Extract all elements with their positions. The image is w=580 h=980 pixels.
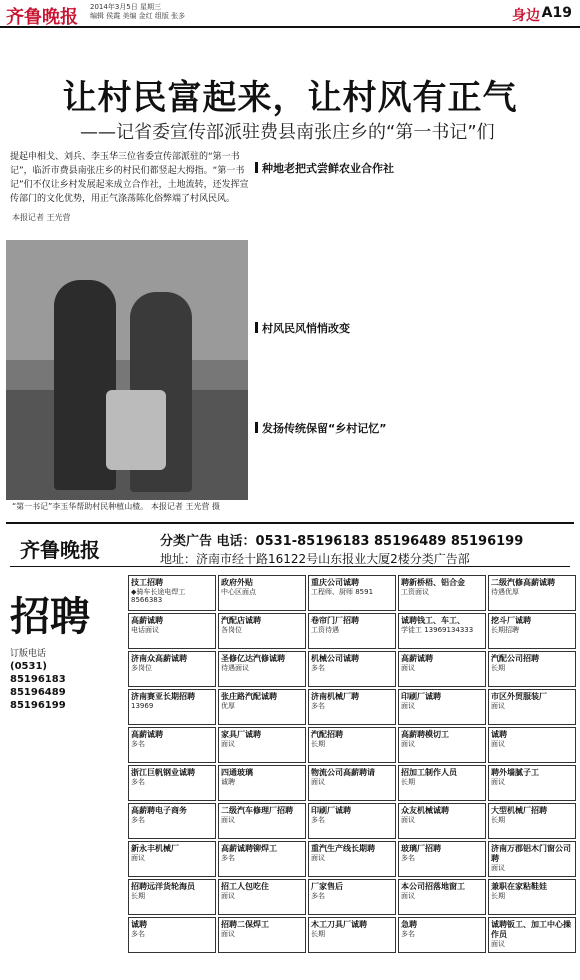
ad-cell-title: 诚聘钱工、车工、 <box>401 616 465 625</box>
ad-cell <box>128 803 216 839</box>
ad-cell <box>218 689 306 725</box>
ad-cell <box>488 727 576 763</box>
ad-cell-title: 高薪聘模切工 <box>401 730 449 739</box>
ad-cell <box>218 575 306 611</box>
ad-cell-desc: 面议 <box>131 854 145 862</box>
ad-cell-title: 浙江巨帆钢业诚聘 <box>131 768 195 777</box>
ad-cell-title: 高薪诚聘 <box>401 654 433 663</box>
ad-cell <box>308 841 396 877</box>
ad-cell-desc: 多名 <box>311 664 325 672</box>
ad-cell <box>218 765 306 801</box>
ad-cell-title: 新永丰机械厂 <box>131 844 179 853</box>
ad-cell-title: 汽配招聘 <box>311 730 343 739</box>
ads-phone: 分类广告 电话：0531-85196183 85196489 85196199 <box>160 534 524 549</box>
ad-cell-title: 聘新桥梧、铝合金 <box>401 578 465 587</box>
ad-cell-title: 高薪诚聘铆焊工 <box>221 844 277 853</box>
ad-cell <box>218 613 306 649</box>
ad-cell <box>398 841 486 877</box>
ads-left-label: 订版电话 <box>10 649 47 659</box>
ad-cell-title: 卷帘门厂招聘 <box>311 616 359 625</box>
ad-cell-title: 本公司招落地窗工 <box>401 882 465 891</box>
ad-cell-title: 政府外贴 <box>221 578 253 587</box>
ad-cell-title: 汽配公司招聘 <box>491 654 539 663</box>
ad-cell-title: 二级汽车修理厂招聘 <box>221 806 293 815</box>
ads-grid <box>8 575 574 975</box>
ad-cell <box>128 651 216 687</box>
ad-cell-desc: 工资面议 <box>401 588 429 596</box>
ad-cell-desc: 面议 <box>401 816 415 824</box>
ad-cell <box>398 727 486 763</box>
ad-cell <box>128 765 216 801</box>
page-number: A19 <box>541 5 572 21</box>
ad-cell-desc: 多名 <box>131 816 145 824</box>
ad-cell <box>128 727 216 763</box>
ad-cell-desc: 面议 <box>221 816 235 824</box>
article-lead: 提起申相戈、刘兵、李玉华三位省委宣传部派驻的“第一书记”，临沂市费县南张庄乡的村民们都竖起大拇指。“第一书记”们不仅让乡村发展起来成立合作社，土地流转，还发挥宣传部门的文化优势，用正气涤荡陈化俗弊端了村风民风。 <box>10 152 249 204</box>
ad-cell-desc: 电话面议 <box>131 626 159 634</box>
ad-cell <box>308 879 396 915</box>
ad-cell-desc: 工资待遇 <box>311 626 339 634</box>
ad-cell-title: 四通玻璃 <box>221 768 253 777</box>
ad-cell <box>488 803 576 839</box>
ads-header <box>10 530 570 567</box>
masthead-date-line1: 2014年3月5日 星期三 <box>90 3 161 11</box>
ad-cell <box>308 689 396 725</box>
ads-logo: 齐鲁晚报 <box>20 538 100 562</box>
ad-cell-desc: 多名 <box>311 702 325 710</box>
ad-cell-title: 二级汽修高薪诚聘 <box>491 578 555 587</box>
ad-cell <box>488 575 576 611</box>
ad-cell <box>488 651 576 687</box>
photo-caption: “第一书记”李玉华帮助村民种植山楂。 本报记者 王光营 摄 <box>12 502 220 511</box>
ad-cell-desc: 多名 <box>401 930 415 938</box>
ad-cell <box>308 803 396 839</box>
photo-sack <box>106 390 166 470</box>
ad-cell <box>398 917 486 953</box>
ad-cell-desc: 优厚 <box>221 702 235 710</box>
ad-cell-desc: 多名 <box>221 854 235 862</box>
ad-cell-title: 济南众高薪诚聘 <box>131 654 187 663</box>
ad-cell-title: 大型机械厂招聘 <box>491 806 547 815</box>
ad-cell <box>218 917 306 953</box>
ad-cell <box>488 917 576 953</box>
ad-cell-title: 物流公司高薪聘请 <box>311 768 375 777</box>
ad-cell <box>398 689 486 725</box>
ad-cell-desc: 长期 <box>311 930 325 938</box>
ad-cell-desc: 面议 <box>491 864 505 872</box>
ad-cell-title: 兼职在家粘鞋娃 <box>491 882 547 891</box>
ad-cell-desc: 面议 <box>491 702 505 710</box>
ad-cell <box>308 613 396 649</box>
ad-cell <box>398 803 486 839</box>
ad-cell <box>128 575 216 611</box>
ad-cell-desc: 面议 <box>401 664 415 672</box>
ad-cell-desc: 长期 <box>491 892 505 900</box>
ad-cell-desc: 面议 <box>491 940 505 948</box>
ads-left-phone-4: 85196199 <box>10 700 66 711</box>
ad-cell-title: 招聘远洋货轮海员 <box>131 882 195 891</box>
section-title-1 <box>255 160 394 176</box>
ad-cell-desc: 多名 <box>311 892 325 900</box>
ads-left-phone-1: (0531) <box>10 661 47 672</box>
ad-cell-desc: 各岗位 <box>221 626 242 634</box>
ads-left-title: 招聘 <box>10 593 90 640</box>
ad-cell-desc: 13969 <box>131 702 154 710</box>
ad-cell-title: 高薪聘电子商务 <box>131 806 187 815</box>
ad-cell-desc: 多名 <box>131 778 145 786</box>
ad-cell-title: 挖斗厂诚聘 <box>491 616 531 625</box>
ad-cell <box>398 765 486 801</box>
ad-cell-desc: 工程师、厨师 8591 <box>311 588 374 596</box>
ad-cell-desc: 面议 <box>311 778 325 786</box>
ad-cell-desc: 长期 <box>311 740 325 748</box>
ad-cell-desc: 长期 <box>491 664 505 672</box>
section-title-3 <box>255 420 386 436</box>
page-divider <box>6 522 574 524</box>
ad-cell-title: 汽配店诚聘 <box>221 616 261 625</box>
ad-cell <box>488 841 576 877</box>
ad-cell-title: 济南机械厂聘 <box>311 692 359 701</box>
ad-cell-title: 印刷厂诚聘 <box>401 692 441 701</box>
ad-cell <box>308 727 396 763</box>
ad-cell <box>128 879 216 915</box>
ad-cell <box>128 841 216 877</box>
section-title-2 <box>255 320 350 336</box>
ad-cell-desc: 诚聘 <box>221 778 235 786</box>
ad-cell <box>218 879 306 915</box>
ad-cell-desc: 面议 <box>221 892 235 900</box>
ad-cell <box>218 803 306 839</box>
ad-cell <box>398 651 486 687</box>
ad-cell-title: 木工刀具厂诚聘 <box>311 920 367 929</box>
ad-cell-title: 技工招聘 <box>131 578 163 587</box>
ad-cell <box>308 575 396 611</box>
ad-cell-title: 诚聘 <box>491 730 507 739</box>
section-title-2-text: 村风民风悄悄改变 <box>262 322 350 335</box>
ad-cell-desc: 长期 <box>401 778 415 786</box>
ad-cell <box>488 689 576 725</box>
ad-cell-desc: 长期 <box>131 892 145 900</box>
ad-cell-title: 招工人包吃住 <box>221 882 269 891</box>
ad-cell <box>218 727 306 763</box>
ad-cell <box>488 879 576 915</box>
ad-cell-title: 市区外贸服装厂 <box>491 692 547 701</box>
ad-cell-title: 急聘 <box>401 920 417 929</box>
ads-left-phone-3: 85196489 <box>10 687 66 698</box>
ad-cell-title: 诚聘 <box>131 920 147 929</box>
ad-cell-title: 厂家售后 <box>311 882 343 891</box>
ad-cell-desc: 面议 <box>401 702 415 710</box>
ad-cell-desc: 面议 <box>221 930 235 938</box>
ad-cell-title: 济南赛亚长期招聘 <box>131 692 195 701</box>
ad-cell-desc: 多岗位 <box>131 664 152 672</box>
ad-cell-desc: 待遇优厚 <box>491 588 519 596</box>
ad-cell-desc: 多名 <box>401 854 415 862</box>
ad-cell <box>308 651 396 687</box>
ad-cell-desc: 面议 <box>221 740 235 748</box>
ad-cell <box>218 841 306 877</box>
ad-cell <box>488 613 576 649</box>
section-title-3-text: 发扬传统保留“乡村记忆” <box>262 422 387 435</box>
ad-cell-desc: 面议 <box>491 778 505 786</box>
section-title-bar <box>255 322 258 333</box>
ad-cell-desc: 长期 <box>491 816 505 824</box>
ad-cell <box>128 917 216 953</box>
article-photo <box>6 240 248 500</box>
ad-cell-title: 重汽生产线长期聘 <box>311 844 375 853</box>
ads-left-phone-2: 85196183 <box>10 674 66 685</box>
article-headline: 让村民富起来，让村风有正气 <box>62 78 518 118</box>
ad-cell-title: 张庄路汽配诚聘 <box>221 692 277 701</box>
ad-cell-title: 玻璃厂招聘 <box>401 844 441 853</box>
section-title-bar <box>255 162 258 173</box>
ad-cell-desc: 学徒工 13969134333 <box>401 626 474 634</box>
ad-cell-desc: 多名 <box>311 816 325 824</box>
ad-cell-title: 家具厂诚聘 <box>221 730 261 739</box>
ad-cell-desc: 面议 <box>491 740 505 748</box>
masthead-logo: 齐鲁晚报 <box>6 7 78 28</box>
ad-cell-title: 圣修亿达汽修诚聘 <box>221 654 285 663</box>
ad-cell-title: 机械公司诚聘 <box>311 654 359 663</box>
ad-cell-desc: ◆骑车长途电焊工 8566383 <box>131 588 186 604</box>
ad-cell-desc: 多名 <box>131 740 145 748</box>
ad-cell-title: 印刷厂诚聘 <box>311 806 351 815</box>
ad-cell-desc: 面议 <box>401 740 415 748</box>
ad-cell <box>488 765 576 801</box>
masthead <box>0 0 580 28</box>
masthead-date <box>90 3 185 21</box>
ad-cell-desc: 多名 <box>131 930 145 938</box>
ad-cell-title: 聘外墙腻子工 <box>491 768 539 777</box>
ad-cell <box>398 879 486 915</box>
article-subheadline: ——记省委宣传部派驻费县南张庄乡的“第一书记”们 <box>80 122 495 143</box>
ad-cell-desc: 面议 <box>311 854 325 862</box>
ad-cell-desc: 面议 <box>401 892 415 900</box>
ads-address: 地址：济南市经十路16122号山东报业大厦2楼分类广告部 <box>160 552 470 566</box>
ad-cell-title: 诚聘钣工、加工中心操作员 <box>491 920 571 939</box>
ad-cell <box>398 613 486 649</box>
masthead-date-line2: 编辑 侯霞 美编 金红 组版 张多 <box>90 12 186 20</box>
ad-cell <box>398 575 486 611</box>
section-title-1-text: 种地老把式尝鲜农业合作社 <box>262 162 394 175</box>
ad-cell-title: 高薪诚聘 <box>131 730 163 739</box>
ad-cell-title: 高薪诚聘 <box>131 616 163 625</box>
ad-cell <box>128 689 216 725</box>
ad-cell-desc: 待遇面议 <box>221 664 249 672</box>
ad-cell <box>128 613 216 649</box>
section-name: 身边 <box>512 8 540 24</box>
ad-cell <box>308 917 396 953</box>
ad-cell-title: 众友机械诚聘 <box>401 806 449 815</box>
ad-cell-title: 招加工制作人员 <box>401 768 457 777</box>
ad-cell-title: 重庆公司诚聘 <box>311 578 359 587</box>
ad-cell-desc: 长期招聘 <box>491 626 519 634</box>
photo-sky <box>6 240 248 360</box>
ad-cell <box>218 651 306 687</box>
ad-cell <box>308 765 396 801</box>
ad-cell-desc: 中心区面点 <box>221 588 256 596</box>
article-byline: 本报记者 王光营 <box>12 213 71 222</box>
ad-cell-title: 招聘二保焊工 <box>221 920 269 929</box>
ad-cell-title: 济南万郡铝木门窗公司聘 <box>491 844 571 863</box>
section-title-bar <box>255 422 258 433</box>
